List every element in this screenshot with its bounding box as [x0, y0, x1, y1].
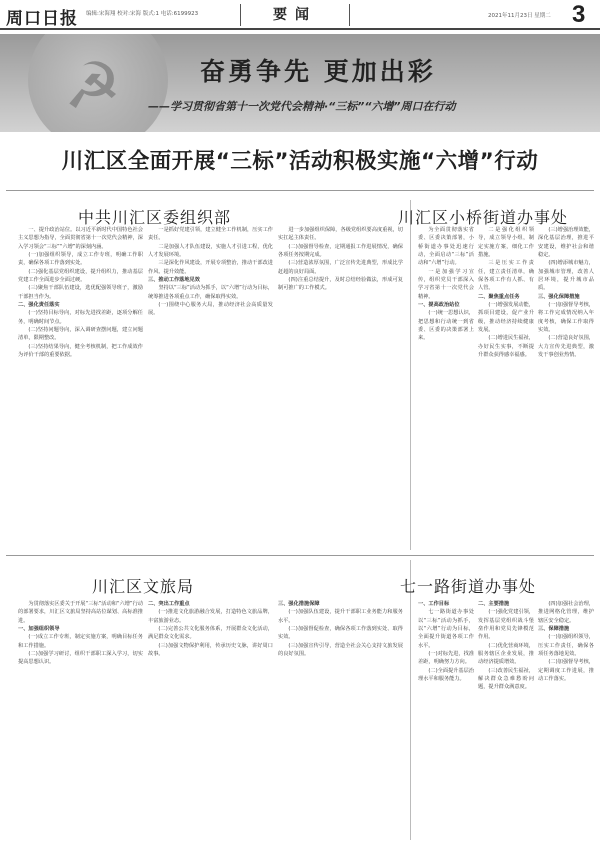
paragraph: (四)加强社会治理，推进网格化管理，维护辖区安全稳定。 — [538, 601, 594, 624]
section-heading: 三、推动工作落地见效 — [148, 277, 200, 284]
article-title-qiyi: 七一路街道办事处 — [400, 577, 537, 596]
paragraph: (三)营造浓厚氛围，广泛宣传先进典型，形成比学赶超的良好局面。 — [278, 260, 403, 275]
hammer-sickle-icon: ☭ — [64, 50, 122, 124]
issue-date: 2021年11月23日 星期二 — [488, 13, 551, 19]
paragraph: (二)加强督促检查，确保各项工作落到实处、取得实效。 — [278, 626, 403, 641]
paragraph: (一)加强组织领导，压实工作责任，确保各项任务落地见效。 — [538, 634, 594, 658]
paragraph: (二)增进民生福祉，办好民生实事，不断提升群众获得感幸福感。 — [478, 335, 534, 359]
column-divider — [410, 200, 411, 550]
paragraph: 为全面贯彻落实省委、区委决策部署，小桥街道办事处迅速行动，全面启动“三标”活动和“六增”行动。 — [418, 227, 474, 267]
paragraph: (四)增添城市魅力，加强城市管理，改善人居环境，提升城市品质。 — [538, 260, 594, 292]
section-heading: 二、聚焦重点任务 — [478, 293, 520, 300]
paragraph: (二)优化营商环境，服务辖区企业发展，推动经济提质增效。 — [478, 642, 534, 666]
paragraph: 二是强化组织领导，成立领导小组，制定实施方案，细化工作措施。 — [478, 227, 534, 259]
paragraph: 三是深化作风建设，开展专项整治，推动干部改进作风、提升效能。 — [148, 260, 273, 275]
article-column — [478, 226, 534, 546]
paragraph: (一)围绕中心服务大局，推动经济社会高质量发展。 — [148, 302, 273, 317]
section-heading: 二、突出工作重点 — [148, 601, 190, 607]
section-heading: 三、强化措施保障 — [278, 601, 320, 607]
paragraph: (二)加强督导考核，定期调度工作进展，推动工作落实。 — [538, 659, 594, 683]
paragraph: (二)加强督导检查，定期通报工作进展情况，确保各项任务按期完成。 — [278, 243, 403, 259]
section-heading: 三、强化保障措施 — [538, 293, 580, 300]
paragraph: (一)强化党建引领，发挥基层党组织战斗堡垒作用和党员先锋模范作用。 — [478, 609, 534, 641]
paragraph: (三)坚持结果导向，健全考核机制，把工作成效作为评价干部的重要依据。 — [18, 343, 143, 359]
section-label: 要闻 — [240, 4, 350, 26]
paragraph: (一)统一思想认识，把思想和行动统一到省委、区委的决策部署上来。 — [418, 310, 474, 342]
paragraph: (一)加强队伍建设，提升干部职工业务能力和服务水平。 — [278, 609, 403, 624]
article-column — [18, 226, 143, 546]
paragraph: (二)加强学习研讨，组织干部职工深入学习，切实提高思想认识。 — [18, 651, 143, 666]
article-column — [538, 226, 594, 546]
section-heading: 二、强化责任落实 — [18, 302, 60, 309]
headline-rule — [6, 190, 594, 191]
masthead-meta: 编辑:宋海翔 校对:宋海 版式:1 电话:6199923 — [86, 11, 199, 17]
paragraph: 坚持以“三标”活动为抓手，以“六增”行动为目标，统筹推进各项重点工作，确保取得实效。 — [148, 285, 273, 300]
paragraph: (二)坚持问题导向，深入调研查摆问题，建立问题清单，限期整改。 — [18, 327, 143, 342]
section-heading: 一、提高政治站位 — [418, 302, 460, 309]
page-headline: 川汇区全面开展“三标”活动积极实施“六增”行动 — [61, 149, 539, 174]
article-column — [538, 600, 594, 840]
article-column — [278, 226, 403, 546]
paragraph: (二)完善公共文化服务体系，开展群众文化活动，满足群众文化需求。 — [148, 626, 273, 641]
paragraph: 二是加强人才队伍建设，实施人才引进工程，优化人才发展环境。 — [148, 243, 273, 259]
section-rule — [6, 555, 594, 556]
section-heading: 二、主要措施 — [478, 601, 510, 607]
masthead — [0, 0, 600, 30]
paragraph: (二)营造良好氛围，大力宣传先进典型，激发干事创业热情。 — [538, 335, 594, 359]
section-heading: 一、工作目标 — [418, 601, 450, 607]
paragraph: (一)成立工作专班，制定实施方案，明确目标任务和工作措施。 — [18, 634, 143, 649]
paragraph: (三)聚焦干部队伍建设，选优配强领导班子，激励干部担当作为。 — [18, 285, 143, 300]
feature-banner — [0, 34, 600, 132]
paragraph: 三是压实工作责任，建立责任清单，确保各项工作有人抓、有人管。 — [478, 260, 534, 292]
article-column — [148, 600, 273, 840]
article-title-culture: 川汇区文旅局 — [92, 577, 195, 596]
article-column — [478, 600, 534, 840]
paragraph: (四)注重总结提升，及时总结经验做法，形成可复制可推广的工作模式。 — [278, 277, 403, 292]
paragraph: (一)推进文化旅游融合发展，打造特色文旅品牌，丰富旅游业态。 — [148, 609, 273, 624]
page-number: 3 — [572, 1, 586, 28]
paragraph: 七一路街道办事处以“三标”活动为抓手，以“六增”行动为目标，全面提升街道各项工作水平。 — [418, 609, 474, 649]
article-title-organization: 中共川汇区委组织部 — [78, 208, 232, 227]
article-column — [148, 226, 273, 546]
banner-title: 奋勇争先 更加出彩 — [200, 57, 436, 86]
paragraph: (三)加强文物保护利用，传承历史文脉，讲好周口故事。 — [148, 642, 273, 658]
column-divider — [410, 560, 411, 840]
paragraph: (三)增强治理效能，深化基层治理，推进平安建设，维护社会和谐稳定。 — [538, 227, 594, 259]
paragraph: (一)对标先进，找准差距，明确努力方向。 — [418, 651, 474, 666]
paragraph: 一是加强学习宣传，组织党员干部深入学习省第十一次党代会精神。 — [418, 268, 474, 300]
paragraph: 一是抓好党建引领，建立健全工作机制，压实工作责任。 — [148, 227, 273, 242]
paragraph: (一)增强发展动能，抓项目建设，促产业升级，推动经济持续健康发展。 — [478, 302, 534, 334]
article-column — [278, 600, 403, 840]
paragraph: (一)加强组织领导，成立工作专班，明确工作职责，确保各项工作落到实处。 — [18, 252, 143, 267]
paragraph: (一)加强督导考核，将工作完成情况纳入年度考核，确保工作取得实效。 — [538, 302, 594, 334]
paragraph: 进一步加强组织保障，各级党组织要高度重视，切实扛起主体责任。 — [278, 227, 403, 242]
article-column — [18, 600, 143, 840]
paragraph: 一、提升政治站位。以习近平新时代中国特色社会主义思想为指导，全面贯彻省第十一次党代会精神，深入学习领会“三标”“六增”的深刻内涵。 — [18, 227, 143, 250]
banner-subtitle: ——学习贯彻省第十一次党代会精神·“三标”“六增”周口在行动 — [148, 100, 456, 113]
section-heading: 一、加强组织领导 — [18, 626, 60, 633]
paragraph: (三)改善民生福祉，解决群众急难愁盼问题，提升群众满意度。 — [478, 667, 534, 691]
paragraph: (二)全面提升基层治理水平和服务能力。 — [418, 667, 474, 683]
paper-name: 周口日报 — [6, 9, 78, 29]
article-title-xiaoqiao: 川汇区小桥街道办事处 — [398, 208, 569, 227]
paragraph: (一)坚持目标导向，对标先进找差距，逐项分解任务，明确时间节点。 — [18, 310, 143, 325]
paragraph: (三)加强宣传引导，营造全社会关心支持文旅发展的良好氛围。 — [278, 642, 403, 658]
paragraph: 为贯彻落实区委关于开展“三标”活动和“六增”行动的部署要求，川汇区文旅局坚持高站位谋划、高标准推进。 — [18, 601, 143, 624]
article-column — [418, 600, 474, 840]
article-column — [418, 226, 474, 546]
paragraph: (二)强化基层党组织建设，提升组织力，推动基层党建工作全面进步全面过硬。 — [18, 268, 143, 284]
section-heading: 三、保障措施 — [538, 626, 570, 633]
